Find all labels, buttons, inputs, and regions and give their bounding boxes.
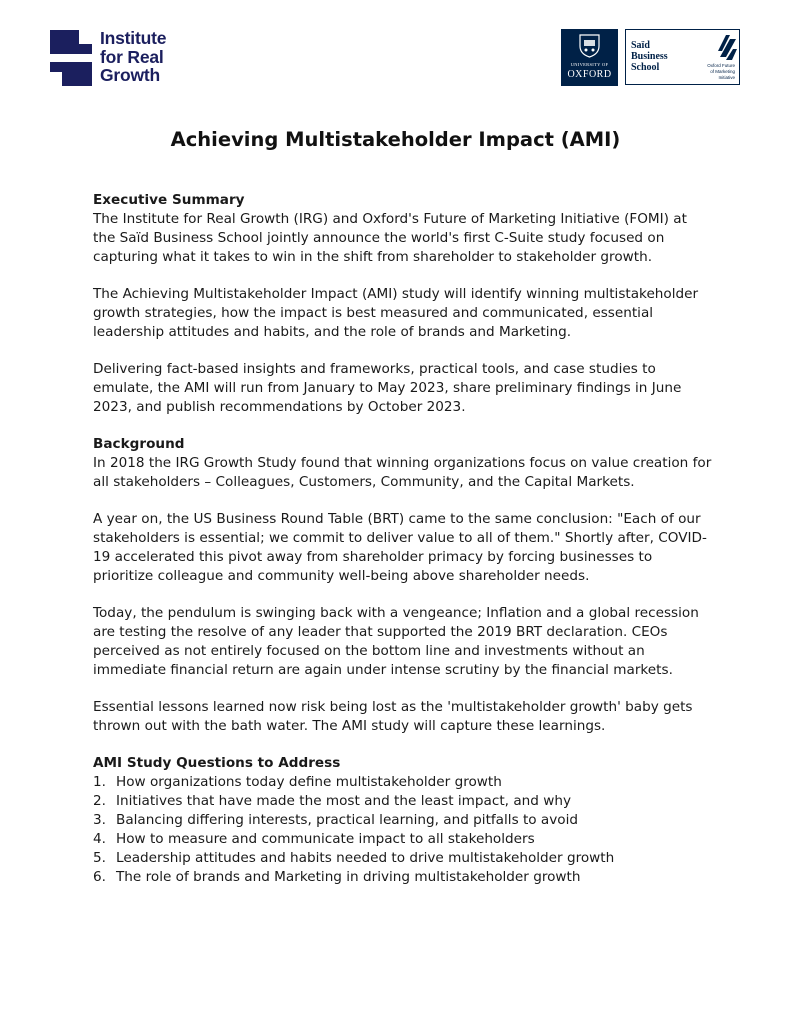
said-line-2: Business	[631, 51, 668, 62]
list-item	[93, 868, 713, 887]
questions-heading: AMI Study Questions to Address	[93, 755, 341, 771]
list-item	[93, 792, 713, 811]
irg-line-3: Growth	[100, 65, 161, 85]
document-title: Achieving Multistakeholder Impact (AMI)	[170, 128, 621, 151]
fomi-line-3: Initiative	[718, 75, 735, 80]
oxford-logo	[561, 29, 618, 86]
said-line-3: School	[631, 62, 660, 73]
executive-summary-heading: Executive Summary	[93, 192, 245, 208]
irg-wordmark	[100, 29, 166, 85]
list-item	[93, 849, 713, 868]
executive-summary-paragraph-1: The Institute for Real Growth (IRG) and Oxford's Future of Marketing Initiative (FOMI) at the Saïd Business School jointly announce the world's first C-Suite study focused on capturing what it takes to win in the shift from shareholder to stakeholder growth.	[93, 211, 687, 265]
fomi-wordmark	[685, 63, 735, 81]
list-item	[93, 773, 713, 792]
background-heading: Background	[93, 436, 185, 452]
list-item-text: Initiatives that have made the most and the least impact, and why	[116, 793, 571, 809]
list-item-text: How to measure and communicate impact to all stakeholders	[116, 831, 535, 847]
irg-plus-mark-icon	[50, 30, 92, 86]
questions-list	[93, 773, 713, 887]
background-paragraph-1: In 2018 the IRG Growth Study found that winning organizations focus on value creation for all stakeholders – Colleagues, Customers, Community, and the Capital Markets.	[93, 455, 712, 490]
fomi-line-2: of Marketing	[710, 69, 735, 74]
irg-line-2: for Real	[100, 46, 164, 67]
list-item-text: How organizations today define multistakeholder growth	[116, 774, 502, 790]
fomi-stripes-icon	[716, 33, 738, 61]
oxford-wordmark: OXFORD	[567, 69, 612, 80]
said-business-school-logo	[625, 29, 740, 85]
list-item	[93, 811, 713, 830]
oxford-university-of: UNIVERSITY OF	[570, 62, 609, 67]
said-line-1: Saïd	[631, 40, 650, 51]
said-wordmark	[631, 40, 668, 73]
list-item-number: 6.	[93, 869, 106, 885]
oxford-crest-icon	[579, 34, 600, 58]
background-paragraph-2: A year on, the US Business Round Table (BRT) came to the same conclusion: "Each of our stakeholders is essential; we commit to deliver value to all of them." Shortly after, COVID-19 accelerated this pivot away from shareholder primacy by forcing businesses to prioritize colleague and community well-being above shareholder needs.	[93, 511, 707, 584]
list-item	[93, 830, 713, 849]
irg-logo	[50, 30, 190, 88]
list-item-number: 2.	[93, 793, 106, 809]
list-item-number: 1.	[93, 774, 106, 790]
background-paragraph-3: Today, the pendulum is swinging back with a vengeance; Inflation and a global recession are testing the resolve of any leader that supported the 2019 BRT declaration. CEOs perceived as not entirely focused on the bottom line and investments without an immediate financial return are again under intense scrutiny by the financial markets.	[93, 605, 699, 678]
list-item-text: The role of brands and Marketing in driving multistakeholder growth	[116, 869, 581, 885]
fomi-line-1: Oxford Future	[707, 63, 735, 68]
list-item-number: 5.	[93, 850, 106, 866]
executive-summary-paragraph-3: Delivering fact-based insights and frameworks, practical tools, and case studies to emulate, the AMI will run from January to May 2023, share preliminary findings in June 2023, and publish recommendations by October 2023.	[93, 361, 682, 415]
list-item-text: Balancing differing interests, practical learning, and pitfalls to avoid	[116, 812, 579, 828]
list-item-text: Leadership attitudes and habits needed to drive multistakeholder growth	[116, 850, 615, 866]
list-item-number: 4.	[93, 831, 106, 847]
document-body	[93, 191, 713, 887]
irg-line-1: Institute	[100, 28, 167, 48]
list-item-number: 3.	[93, 812, 106, 828]
executive-summary-paragraph-2: The Achieving Multistakeholder Impact (AMI) study will identify winning multistakeholder growth strategies, how the impact is best measured and communicated, essential leadership attitudes and habits, and the role of brands and Marketing.	[93, 286, 699, 340]
background-paragraph-4: Essential lessons learned now risk being lost as the 'multistakeholder growth' baby gets thrown out with the bath water. The AMI study will capture these learnings.	[93, 699, 693, 734]
